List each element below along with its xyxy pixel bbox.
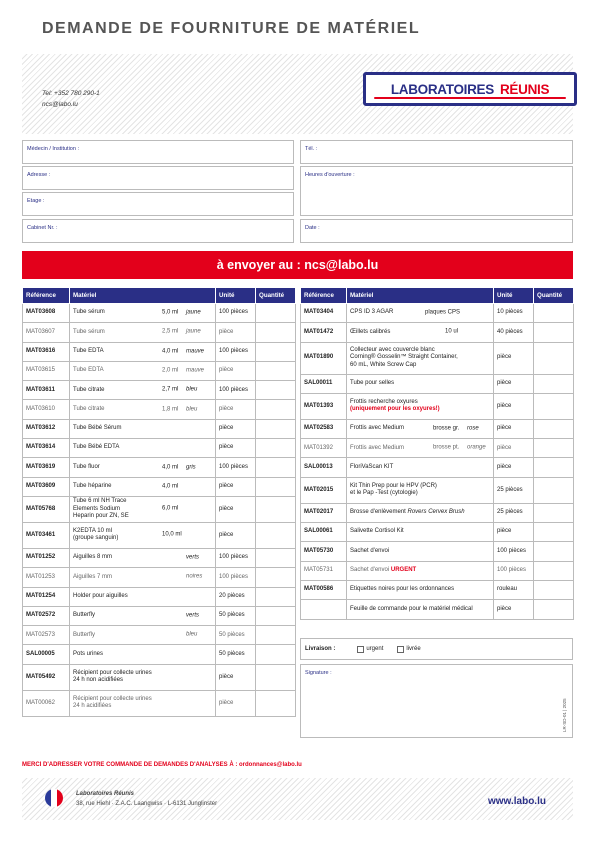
table-row [301, 323, 574, 342]
tel-field[interactable] [300, 140, 573, 164]
item-name: Brosse d'enlèvement [350, 509, 406, 516]
item-material [70, 568, 216, 587]
table-row [23, 342, 296, 361]
item-name: Holder pour aiguilles [73, 592, 128, 599]
quantity-input[interactable] [534, 323, 574, 342]
heures-label: Heures d'ouverture : [305, 172, 355, 178]
item-unit: 50 pièces [216, 645, 256, 664]
item-name: Collecteur avec couvercle blanc Corning® Gosselin™ Straight Container, 60 mL, White Screw Cap [350, 346, 458, 368]
contact-info [42, 88, 100, 110]
item-unit: pièce [494, 393, 534, 419]
item-material [70, 477, 216, 496]
quantity-input[interactable] [534, 523, 574, 542]
item-reference: MAT03616 [23, 342, 70, 361]
item-color: orange [467, 444, 486, 451]
item-name: Butterfly [73, 612, 96, 619]
item-unit: 100 pièces [216, 304, 256, 323]
item-detail: brosse pt. [433, 444, 460, 451]
item-unit: pièce [494, 600, 534, 619]
item-material [347, 323, 494, 342]
quantity-input[interactable] [534, 503, 574, 522]
medecin-label: Médecin / Institution : [27, 146, 79, 152]
item-material [347, 439, 494, 458]
cabinet-field[interactable] [22, 219, 294, 243]
phone-text: Tel: +352 780 290-1 [42, 90, 100, 97]
item-reference: MAT05492 [23, 664, 70, 690]
table-row [301, 393, 574, 419]
item-color: mauve [186, 347, 205, 354]
item-volume: 2,0 ml [162, 367, 179, 374]
table-row [301, 342, 574, 374]
item-material [347, 542, 494, 561]
item-unit: 50 pièces [216, 626, 256, 645]
quantity-input[interactable] [256, 342, 296, 361]
item-color: rose [467, 425, 479, 432]
item-reference: MAT03607 [23, 323, 70, 342]
item-detail: 10 ul [445, 328, 459, 335]
item-unit: pièce [494, 342, 534, 374]
quantity-input[interactable] [256, 568, 296, 587]
item-reference: MAT02573 [23, 626, 70, 645]
quantity-input[interactable] [256, 419, 296, 438]
website-link[interactable]: www.labo.lu [488, 796, 546, 807]
item-reference: MAT01472 [301, 323, 347, 342]
item-name: Butterfly [73, 631, 96, 638]
item-unit: pièce [216, 664, 256, 690]
item-name: Tube sérum [73, 309, 105, 316]
item-volume: 6,0 ml [162, 505, 179, 512]
item-name: Tube sérum [73, 328, 105, 335]
quantity-input[interactable] [534, 393, 574, 419]
urgent-label: URGENT [390, 567, 417, 574]
table-row [301, 374, 574, 393]
item-unit: pièce [494, 523, 534, 542]
item-unit: 100 pièces [494, 561, 534, 580]
item-material [347, 342, 494, 374]
item-reference: MAT00586 [301, 580, 347, 599]
item-name: Récipient pour collecte urines 24 h acidifiées [73, 695, 152, 710]
etage-field[interactable] [22, 192, 294, 216]
item-name: Frottis avec Medium [350, 425, 405, 432]
table-row [23, 361, 296, 380]
item-material [70, 664, 216, 690]
quantity-input[interactable] [256, 626, 296, 645]
quantity-input[interactable] [256, 664, 296, 690]
table-row [23, 439, 296, 458]
item-name: CPS ID 3 AGAR [350, 309, 394, 316]
item-material [347, 419, 494, 438]
quantity-input[interactable] [534, 477, 574, 503]
header-unite: Unité [494, 288, 534, 304]
item-material [70, 439, 216, 458]
item-color: jaune [186, 309, 201, 316]
table-row [23, 548, 296, 567]
item-unit: pièce [216, 361, 256, 380]
adresse-field[interactable] [22, 166, 294, 190]
header-reference: Référence [301, 288, 347, 304]
item-unit: 100 pièces [216, 548, 256, 567]
item-reference: MAT01252 [23, 548, 70, 567]
tel-label: Tél. : [305, 146, 318, 152]
item-reference: MAT01393 [301, 393, 347, 419]
item-color: bleu [186, 405, 198, 412]
header-quantite: Quantité [534, 288, 574, 304]
logo-swoosh [374, 97, 566, 99]
item-name: Tube citrate [73, 405, 105, 412]
item-volume: 4,0 ml [162, 347, 179, 354]
table-row [301, 580, 574, 599]
item-unit: pièce [494, 419, 534, 438]
item-material [70, 690, 216, 716]
item-unit: 100 pièces [216, 458, 256, 477]
header-materiel: Matériel [70, 288, 216, 304]
item-material [70, 323, 216, 342]
item-volume: 1,8 ml [162, 405, 179, 412]
quantity-input[interactable] [534, 600, 574, 619]
email-text: ncs@labo.lu [42, 101, 78, 108]
table-row [301, 477, 574, 503]
item-volume: 2,7 ml [162, 386, 179, 393]
flag-icon [45, 789, 63, 807]
item-material [70, 496, 216, 522]
item-volume: 10,0 ml [162, 531, 182, 538]
item-name: Tube fluor [73, 463, 100, 470]
header-reference: Référence [23, 288, 70, 304]
item-unit: pièce [216, 419, 256, 438]
quantity-input[interactable] [256, 522, 296, 548]
table-row [23, 522, 296, 548]
item-reference: MAT03619 [23, 458, 70, 477]
item-unit: 20 pièces [216, 587, 256, 606]
livree-checkbox[interactable] [397, 646, 404, 653]
item-volume: 4,0 ml [162, 483, 179, 490]
item-reference: MAT03608 [23, 304, 70, 323]
item-unit: pièce [216, 477, 256, 496]
urgent-label: urgent [366, 646, 384, 652]
table-row [23, 626, 296, 645]
quantity-input[interactable] [256, 645, 296, 664]
item-unit: 25 pièces [494, 503, 534, 522]
quantity-input[interactable] [256, 439, 296, 458]
item-reference: MAT02572 [23, 606, 70, 625]
item-reference: MAT03610 [23, 400, 70, 419]
logo-text-1: LABORATOIRES [390, 81, 494, 97]
item-name: Tube EDTA [73, 347, 104, 354]
item-unit: 40 pièces [494, 323, 534, 342]
item-unit: 50 pièces [216, 606, 256, 625]
item-reference: SAL00011 [301, 374, 347, 393]
right-items-table [300, 287, 574, 620]
item-reference: MAT02017 [301, 503, 347, 522]
item-name-italic: Rovers Cervex Brush [407, 509, 465, 516]
item-color: gris [186, 463, 196, 470]
item-unit: pièce [216, 522, 256, 548]
item-reference: SAL00005 [23, 645, 70, 664]
quantity-input[interactable] [256, 323, 296, 342]
item-reference: MAT05731 [301, 561, 347, 580]
table-row [301, 600, 574, 619]
item-reference: MAT05768 [23, 496, 70, 522]
date-field[interactable] [300, 219, 573, 243]
item-name: Feuille de commande pour le matériel médical [350, 605, 473, 612]
item-reference: SAL00013 [301, 458, 347, 477]
table-row [23, 304, 296, 323]
item-unit: pièce [494, 374, 534, 393]
item-name: Tube 6 ml NH Trace Elements Sodium Heparin pour ZN, SE [73, 498, 129, 520]
item-material [347, 458, 494, 477]
item-volume: 5,0 ml [162, 309, 179, 316]
quantity-input[interactable] [534, 342, 574, 374]
item-reference: MAT03614 [23, 439, 70, 458]
document-code: LR-SD-01 | 2025 [562, 698, 567, 732]
signature-box[interactable] [300, 664, 573, 738]
item-material [347, 374, 494, 393]
item-material [70, 400, 216, 419]
item-material [347, 304, 494, 323]
quantity-input[interactable] [534, 304, 574, 323]
quantity-input[interactable] [256, 400, 296, 419]
quantity-input[interactable] [256, 304, 296, 323]
footer-company: Laboratoires Réunis [76, 791, 135, 797]
item-reference: MAT01254 [23, 587, 70, 606]
item-detail: brosse gr. [433, 425, 460, 432]
item-name: Aiguilles 7 mm [73, 573, 113, 580]
item-material [347, 600, 494, 619]
item-reference: MAT03612 [23, 419, 70, 438]
item-color: bleu [186, 386, 198, 393]
table-header-row [301, 288, 574, 304]
item-reference: MAT03404 [301, 304, 347, 323]
quantity-input[interactable] [534, 419, 574, 438]
table-row [23, 645, 296, 664]
item-unit: 100 pièces [216, 381, 256, 400]
item-color: mauve [186, 367, 205, 374]
quantity-input[interactable] [534, 580, 574, 599]
item-unit: pièce [216, 439, 256, 458]
item-material [70, 304, 216, 323]
table-row [301, 503, 574, 522]
table-row [301, 561, 574, 580]
item-material [70, 342, 216, 361]
date-label: Date : [305, 225, 320, 231]
item-name: Etiquettes noires pour les ordonnances [350, 586, 455, 593]
logo-text-2: RÉUNIS [499, 81, 550, 97]
item-color: verts [186, 554, 200, 561]
item-material [70, 419, 216, 438]
item-name: Pots urines [73, 650, 104, 657]
item-note: (uniquement pour les oxyures!) [350, 406, 440, 413]
table-row [301, 523, 574, 542]
item-name: Récipient pour collecte urines 24 h non acidifiées [73, 669, 152, 684]
item-reference: MAT03615 [23, 361, 70, 380]
quantity-input[interactable] [256, 548, 296, 567]
item-name: Salivette Cortisol Kit [350, 528, 404, 535]
item-name: Frottis recherche oxyures [350, 398, 418, 405]
item-color: bleu [186, 631, 198, 638]
item-reference: MAT00062 [23, 690, 70, 716]
item-material [70, 587, 216, 606]
item-material [347, 503, 494, 522]
table-row [23, 419, 296, 438]
table-row [23, 587, 296, 606]
quantity-input[interactable] [534, 561, 574, 580]
signature-label: Signature : [305, 670, 332, 676]
table-row [301, 542, 574, 561]
item-reference [301, 600, 347, 619]
item-unit: 100 pièces [494, 542, 534, 561]
quantity-input[interactable] [256, 477, 296, 496]
item-material [70, 626, 216, 645]
item-material [70, 645, 216, 664]
adresse-label: Adresse : [27, 172, 51, 178]
quantity-input[interactable] [256, 458, 296, 477]
item-volume: 4,0 ml [162, 463, 179, 470]
item-unit: 25 pièces [494, 477, 534, 503]
left-items-table [22, 287, 296, 717]
item-name: K2EDTA 10 ml (groupe sanguin) [73, 527, 119, 542]
item-unit: 100 pièces [216, 342, 256, 361]
item-material [347, 477, 494, 503]
item-name: Aiguilles 8 mm [73, 554, 113, 561]
item-volume: 2,5 ml [162, 328, 179, 335]
table-row [23, 496, 296, 522]
table-row [301, 304, 574, 323]
item-reference: MAT01253 [23, 568, 70, 587]
livree-label: livrée [406, 646, 421, 652]
table-row [23, 664, 296, 690]
cabinet-label: Cabinet Nr. : [27, 225, 58, 231]
table-row [23, 381, 296, 400]
item-unit: pièce [216, 496, 256, 522]
item-color: jaune [186, 328, 201, 335]
item-material [347, 523, 494, 542]
table-row [23, 400, 296, 419]
item-reference: MAT01890 [301, 342, 347, 374]
etage-label: Etage : [27, 198, 45, 204]
item-detail: plaques CPS [425, 309, 461, 316]
item-reference: MAT03609 [23, 477, 70, 496]
item-name: Frottis avec Medium [350, 444, 405, 451]
item-reference: MAT01392 [301, 439, 347, 458]
quantity-input[interactable] [256, 606, 296, 625]
company-logo [363, 72, 577, 106]
item-color: noires [186, 573, 203, 580]
item-material [70, 522, 216, 548]
item-material [70, 548, 216, 567]
item-name: Tube Bébé Sérum [73, 425, 122, 432]
item-material [70, 361, 216, 380]
item-unit: pièce [216, 323, 256, 342]
item-color: verts [186, 612, 200, 619]
item-name: Œillets calibrés [350, 328, 391, 335]
quantity-input[interactable] [256, 496, 296, 522]
quantity-input[interactable] [534, 542, 574, 561]
item-unit: pièce [216, 400, 256, 419]
item-material [347, 561, 494, 580]
item-material [70, 606, 216, 625]
header-materiel: Matériel [347, 288, 494, 304]
send-to-banner: à envoyer au : ncs@labo.lu [22, 251, 573, 279]
header-unite: Unité [216, 288, 256, 304]
urgent-checkbox[interactable] [357, 646, 364, 653]
item-reference: MAT03461 [23, 522, 70, 548]
quantity-input[interactable] [534, 439, 574, 458]
item-reference: MAT05730 [301, 542, 347, 561]
footer-address-line: 38, rue Hiehl · Z.A.C. Laangwiss · L-6131 Junglinster [76, 801, 218, 807]
header-quantite: Quantité [256, 288, 296, 304]
table-row [23, 323, 296, 342]
item-name: Sachet d'envoi [350, 547, 390, 554]
item-name: Tube héparine [73, 483, 112, 490]
item-unit: pièce [216, 690, 256, 716]
table-row [23, 690, 296, 716]
table-row [301, 458, 574, 477]
item-unit: rouleau [494, 580, 534, 599]
table-row [301, 439, 574, 458]
item-material [347, 393, 494, 419]
quantity-input[interactable] [256, 587, 296, 606]
table-row [23, 568, 296, 587]
item-unit: 100 pièces [216, 568, 256, 587]
item-name: Tube pour selles [350, 379, 395, 386]
table-row [23, 458, 296, 477]
quantity-input[interactable] [534, 458, 574, 477]
item-reference: MAT02583 [301, 419, 347, 438]
livraison-box [300, 638, 573, 660]
quantity-input[interactable] [534, 374, 574, 393]
table-row [23, 477, 296, 496]
item-material [347, 580, 494, 599]
item-material [70, 381, 216, 400]
livraison-label: Livraison : [305, 646, 336, 652]
footnote: MERCI D'ADRESSER VOTRE COMMANDE DE DEMANDES D'ANALYSES À : ordonnances@labo.lu [22, 762, 302, 768]
item-reference: MAT03611 [23, 381, 70, 400]
item-reference: SAL00061 [301, 523, 347, 542]
item-unit: pièce [494, 458, 534, 477]
item-name: Tube EDTA [73, 367, 104, 374]
item-name: Tube citrate [73, 386, 105, 393]
page-title: DEMANDE DE FOURNITURE DE MATÉRIEL [42, 20, 421, 37]
item-unit: pièce [494, 439, 534, 458]
item-unit: 10 pièces [494, 304, 534, 323]
footer-address [76, 789, 217, 809]
item-material [70, 458, 216, 477]
item-name: Tube Bébé EDTA [73, 444, 120, 451]
item-name: Sachet d'envoi [350, 567, 390, 574]
quantity-input[interactable] [256, 361, 296, 380]
table-row [23, 606, 296, 625]
table-row [301, 419, 574, 438]
item-name: FloriVaScan KIT [350, 463, 394, 470]
heures-field[interactable] [300, 166, 573, 216]
quantity-input[interactable] [256, 381, 296, 400]
item-name: Kit Thin Prep pour le HPV (PCR) et le Pap -Test (cytologie) [350, 482, 437, 497]
quantity-input[interactable] [256, 690, 296, 716]
table-header-row [23, 288, 296, 304]
medecin-field[interactable] [22, 140, 294, 164]
item-reference: MAT02015 [301, 477, 347, 503]
